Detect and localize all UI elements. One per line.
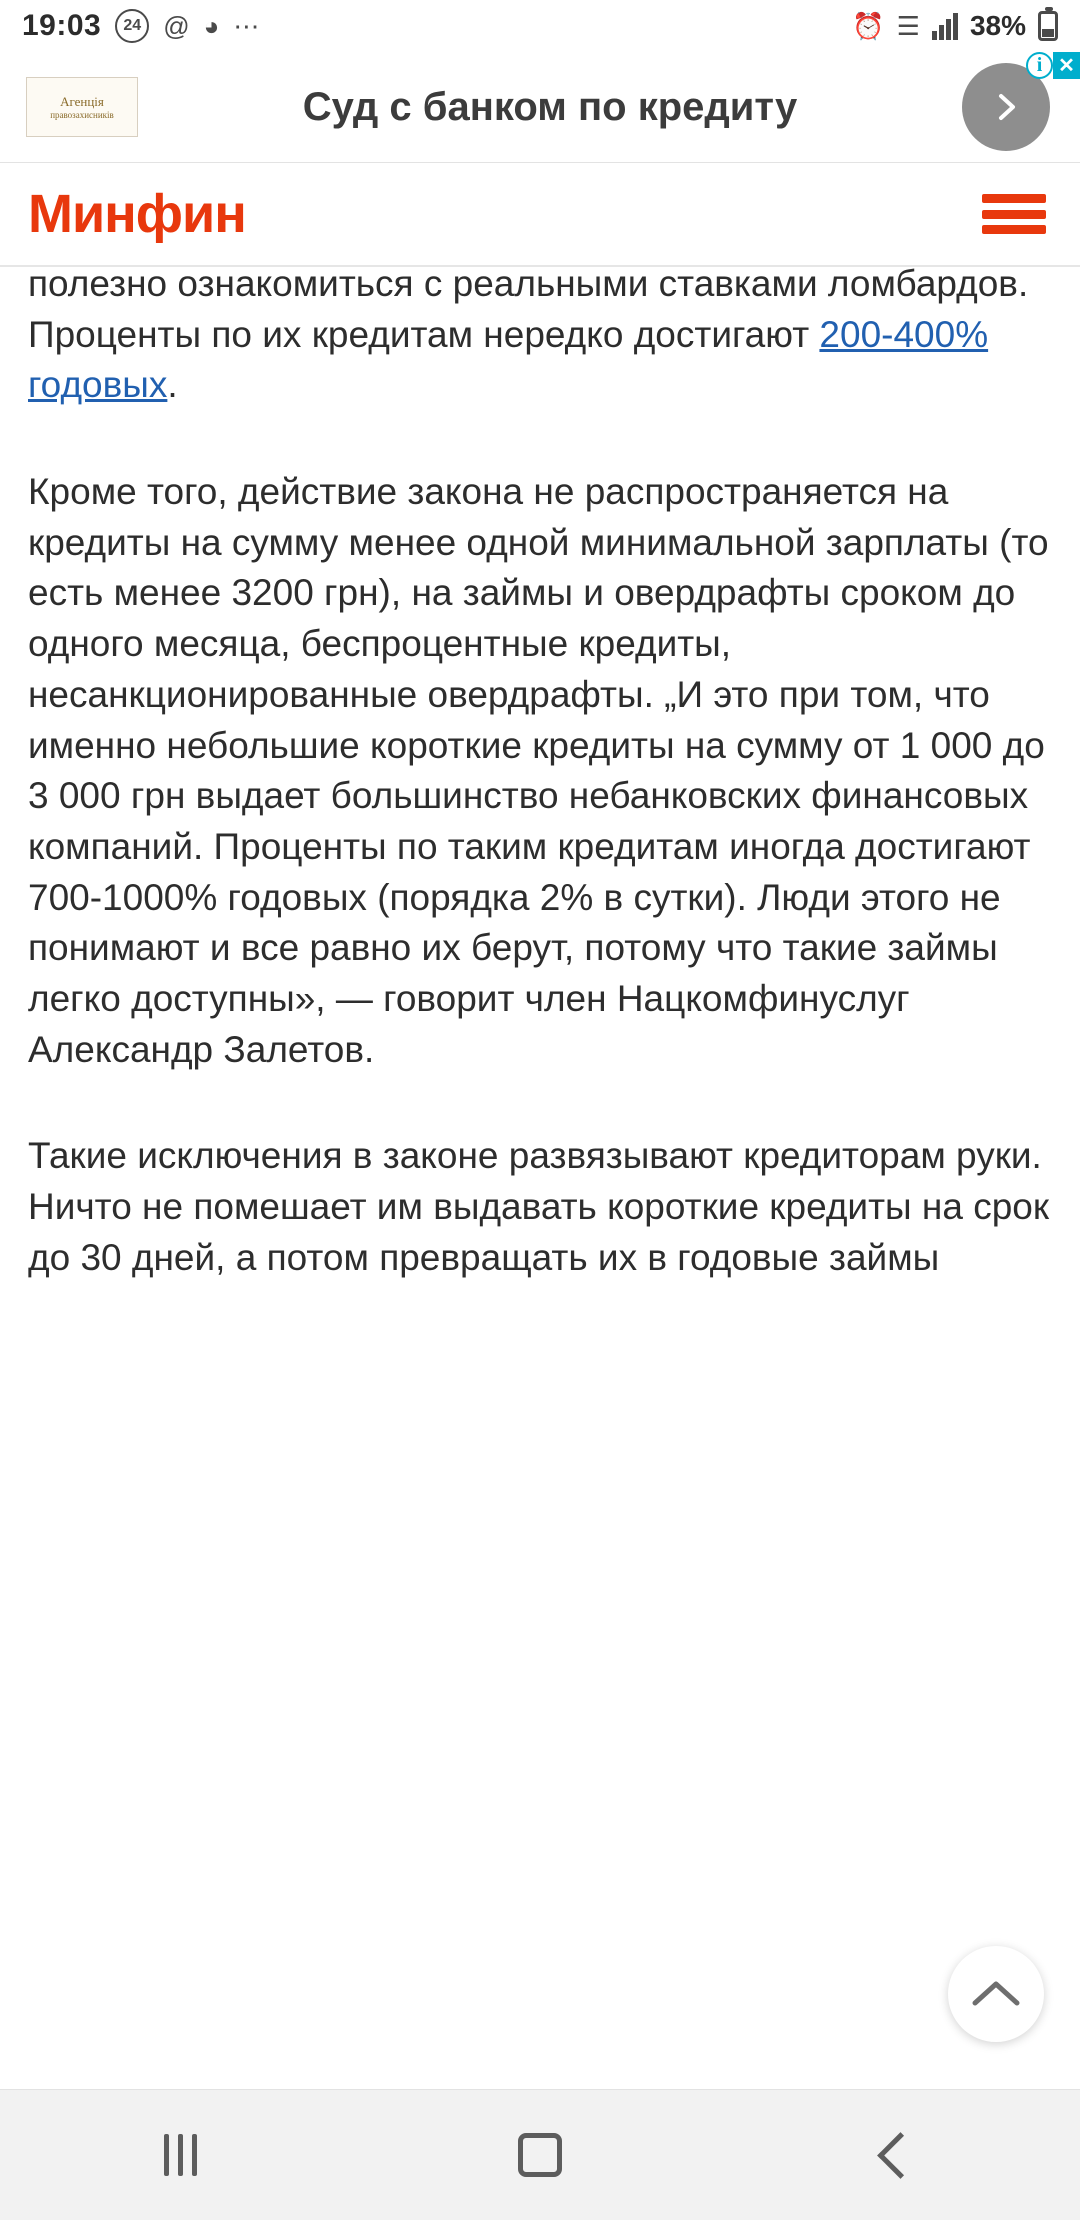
home-button[interactable] bbox=[480, 2110, 600, 2200]
ad-logo-line-1: Агенція bbox=[60, 94, 104, 109]
alarm-icon: ⏰ bbox=[852, 11, 885, 41]
android-navigation-bar bbox=[0, 2089, 1080, 2220]
recents-icon bbox=[164, 2134, 197, 2176]
app-icon: ◕ bbox=[203, 11, 220, 41]
more-icon: ⋯ bbox=[233, 11, 260, 41]
article-paragraph bbox=[28, 267, 1052, 411]
back-icon bbox=[877, 2132, 924, 2179]
advertisement-banner[interactable] bbox=[0, 52, 1080, 163]
hamburger-icon[interactable] bbox=[982, 191, 1046, 237]
paragraph-text-after-link: . bbox=[167, 364, 178, 406]
battery-icon bbox=[1038, 11, 1058, 41]
ad-logo-line-2: правозахисників bbox=[50, 110, 114, 120]
recents-button[interactable] bbox=[120, 2110, 240, 2200]
content-fade bbox=[0, 1921, 1080, 1955]
ad-info-icon[interactable]: i bbox=[1026, 52, 1053, 79]
wifi-icon: ☰ bbox=[896, 11, 920, 41]
ad-badges bbox=[1026, 52, 1080, 79]
close-icon[interactable]: ✕ bbox=[1053, 52, 1080, 79]
article-body bbox=[0, 267, 1080, 1955]
chevron-up-icon bbox=[969, 1975, 1023, 2013]
status-bar bbox=[0, 0, 1080, 52]
rates-link[interactable]: 200-400% годовых bbox=[28, 313, 989, 406]
chevron-right-icon bbox=[986, 87, 1026, 127]
back-button[interactable] bbox=[840, 2110, 960, 2200]
article-paragraph: Такие исключения в законе развязывают кредиторам руки. Ничто не помешает им выдавать короткие кредиты на срок до 30 дней, а потом превращать их в годовые займы bbox=[28, 1135, 1050, 1278]
battery-percent: 38% bbox=[969, 10, 1026, 41]
ad-title: Суд с банком по кредиту bbox=[302, 84, 798, 129]
email-icon: @ bbox=[163, 11, 190, 41]
ad-advertiser-logo bbox=[26, 77, 138, 137]
status-bar-right bbox=[852, 10, 1058, 42]
site-header bbox=[0, 163, 1080, 267]
scroll-to-top-button[interactable] bbox=[948, 1946, 1044, 2042]
signal-icon bbox=[932, 12, 958, 40]
home-icon bbox=[518, 2133, 562, 2177]
status-bar-left bbox=[22, 9, 259, 43]
status-time: 19:03 bbox=[22, 9, 102, 42]
site-logo[interactable]: Минфин bbox=[28, 184, 246, 244]
paragraph-text-before-link: полезно ознакомиться с реальными ставками ломбардов. Проценты по их кредитам нередко достигают bbox=[28, 267, 1029, 355]
article-paragraph: Кроме того, действие закона не распространяется на кредиты на сумму менее одной минимальной зарплаты (то есть менее 3200 грн), на займы и овердрафты сроком до одного месяца, беспроцентные кредиты, несанкционированные овердрафты. „И это при том, что именно небольшие короткие кредиты на сумму от 1 000 до 3 000 грн выдает большинство небанковских финансовых компаний. Проценты по таким кредитам иногда достигают 700-1000% годовых (порядка 2% в сутки). Люди этого не понимают и все равно их берут, потому что такие займы легко доступны», — говорит член Нацкомфинуслуг Александр Залетов. bbox=[28, 471, 1049, 1070]
notification-count-badge: 24 bbox=[115, 9, 149, 43]
